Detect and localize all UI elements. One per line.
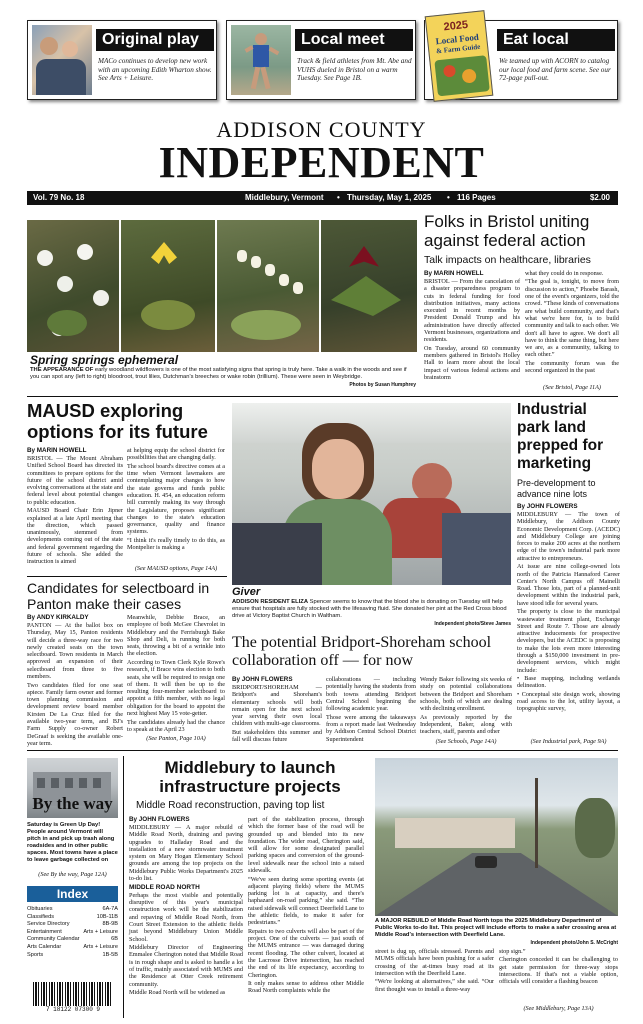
paragraph: “We're looking at alternatives,” she said. “Our first thought was to install a three-way [375, 978, 494, 993]
masthead-top: ADDISON COUNTY [216, 117, 427, 142]
folio-place: Middlebury, Vermont [245, 193, 324, 202]
divider [27, 396, 618, 397]
flower-photo-bloodroot [27, 220, 119, 352]
mausd-jump[interactable]: (See MAUSD options, Page 14A) [134, 565, 218, 572]
index-row[interactable] [27, 929, 118, 937]
teaser-eat-local[interactable] [424, 20, 618, 100]
paragraph: Meanwhile, Debbie Brace, an employee of both McGee Chevrolet in Middlebury and the Ferrisburgh Bake Shop and Deli, is running for both seats, throwing a bit of a wrinkle into the election. [127, 614, 225, 658]
paragraph: Middlebury Director of Engineering Emmalee Cherington noted that Middle Road is in rough shape and is asked to handle a lot of traffic, mainly associated with MUMS and the Residence at Otter Creek retirement community. [129, 944, 243, 988]
paragraph: On Tuesday, around 60 community members gathered in Bristol's Holley Hall to learn more about the local impact of various federal actions and brainstorm [424, 344, 520, 382]
food-guide-year: 2025 [443, 18, 469, 34]
paragraph: Cherington conceded it can be challenging to get state permission for three-way stops intersections. If that's not a viable option, officials will consider a flashing beacon [499, 956, 618, 986]
infra-subhead: MIDDLE ROAD NORTH [129, 883, 200, 891]
bristol-deck: Talk impacts on healthcare, libraries [424, 254, 591, 266]
paragraph: Wendy Baker following six weeks of study on potential collaborations between the Bridport and Shoreham schools, both of which are dealing with declining enrollment. [420, 676, 512, 713]
teaser-photo-runner [231, 25, 291, 95]
paragraph: “The goal is, tonight, to move from discussion to action,” Phoebe Barash, one of the event's organizers, told the crowd. “These kinds of conversations are what build community, and that's what we're here for, is to build community and talk to each other. We don't all have to agree. We don't all have to think the same thing, but here we are, as a community, talking to each other.” [525, 278, 619, 359]
paragraph: • Conceptual site design work, showing road access to the lot, utility layout, a topographic survey, [517, 690, 620, 713]
folio-price: $2.00 [589, 193, 610, 202]
teaser-title: Local meet [295, 29, 413, 51]
bridport-col2 [326, 676, 416, 744]
infra-headline: Middlebury to launch infrastructure projects [159, 758, 341, 796]
flower-photo-dutchmans-breeches [217, 220, 319, 352]
divider [27, 750, 618, 751]
paragraph: what they could do in response. [525, 270, 604, 277]
infra-deck: Middle Road reconstruction, paving top list [136, 800, 325, 811]
index-label: Classifieds [27, 913, 55, 920]
bridport-headline: The potential Bridport-Shoreham school collaboration off — for now [232, 634, 492, 669]
index-row[interactable] [27, 921, 118, 929]
paragraph: But stakeholders this summer and fall will discuss future [232, 728, 322, 744]
paragraph: part of the stabilization process, through which the former base of the road will be grounded up and blended into its new foundation. The wider road, Cherington said, will allow for some designated parallel parking spaces and conversion of the ground-level sidewalk near the school into a raised sidewalk. [248, 816, 364, 875]
paragraph: At issue are nine college-owned lots north of the Patricia Hannaford Career Center's North Campus off Mainelli Road. Those lots, part of a planned-unit development within the industrial park, have stood idle for several years. [517, 563, 620, 607]
infra-caption-lead: A MAJOR REBUILD of [375, 918, 436, 924]
paragraph: It only makes sense to address other Middle Road North complaints while the [248, 980, 364, 995]
bristol-headline: Folks in Bristol uniting against federal action [424, 212, 590, 250]
paragraph: Middle Road North will be widened as [129, 989, 226, 997]
folio-volume: Vol. 79 No. 18 [33, 193, 85, 202]
bristol-col2 [525, 270, 619, 376]
index-label: Community Calendar [27, 936, 80, 943]
flowers-caption-lead: THE APPEARANCE OF [30, 367, 94, 373]
giver-photo [232, 403, 511, 585]
paragraph: As previously reported by the Independent, Baker, along with teachers, staff, parents and other [420, 713, 512, 736]
by-the-way-text: Saturday is Green Up Day! People around Vermont will pitch in and pick up trash along roadsides and in other public spaces. Most towns have a place to leave garbage collected on [27, 822, 118, 863]
paragraph: The school board's directive comes at a time when Vermont lawmakers are contemplating major changes to how the state governs and funds public education. H. 454, an education reform bill currently making its way through the Legislature, proposes significant changes to the state's education governance, quality and finance systems. [127, 462, 225, 536]
infra-byline: By JOHN FLOWERS [129, 816, 190, 823]
teaser-text: Track & field athletes from Mt. Abe and VUHS dueled in Bristol on a warm Tuesday. See Page 1B. [297, 57, 412, 83]
divider [27, 576, 227, 577]
paragraph: MAUSD Board Chair Erin Jipner explained at a late April meeting that the direction, which passed unanimously, stemmed from developments coming out of the state and federal government regarding the future of schools. She added the instruction is aimed [27, 507, 123, 566]
giver-caption-text: Spencer seems to know that the blood she is donating on Tuesday will help ensure that hospitals are fully stocked with the lifesaving fluid. She donated her pint at the Red Cross blood drive at Victory Baptist Church in Waltham. [232, 599, 507, 619]
teaser-local-meet[interactable] [226, 20, 416, 100]
infra-col3 [375, 948, 494, 994]
infra-col4 [499, 948, 618, 987]
divider [123, 756, 124, 1018]
paragraph: stop sign.” [499, 948, 526, 955]
index-label: Arts Calendar [27, 943, 62, 950]
paragraph: BRISTOL — From the cancelation of a disaster preparedness program to cuts in federal funding for food distribution initiatives, many actions executed in recent months by President Donald Trump and his administration have directly affected Vermont businesses, organizations and residents. [424, 278, 520, 344]
index-row[interactable] [27, 906, 118, 914]
industrial-col [517, 511, 620, 714]
masthead-title: INDEPENDENT [158, 138, 485, 187]
paragraph: Two candidates filed for one seat apiece. Family farm owner and former town planning commission and development review board member Kirsten De La Cruz filed for the available two-year term, and BJ's Farm Supply co-owner Robert DeGraaf is seeking the available one-year term. [27, 681, 123, 747]
index-page: 1B-5B [102, 951, 118, 958]
paragraph: The candidates already had the chance to speak at the April 23 [127, 718, 225, 733]
infra-col1 [129, 824, 243, 998]
giver-credit: Independent photo/Steve James [434, 621, 511, 627]
paragraph: Repairs to two culverts will also be part of the project. One of the culverts — just south of the MUMS entrance — was damaged during recent flooding. The other culvert, located at the Lacrosse Drive intersection, has reached the end of its life expectancy, according to Cherington. [248, 927, 364, 979]
teaser-original-play[interactable] [27, 20, 217, 100]
index-page: Arts + Leisure [83, 943, 118, 950]
paragraph: BRISTOL — The Mount Abraham Unified School Board has directed its committees to prepare options for the future of the school district amid evolving conversations at the state and federal level about potential changes to public education. [27, 455, 123, 506]
bridport-byline: By JOHN FLOWERS [232, 676, 293, 683]
paragraph: MIDDLEBURY — The town of Middlebury, the Addison County Economic Development Corp. (ACEDC) and Middlebury College are joining forces to make 200 acres at the northern edge of the town's industrial park more attractive to entrepreneurs. [517, 511, 620, 562]
industrial-jump[interactable]: (See Industrial park, Page 9A) [530, 738, 607, 745]
paragraph: BRIDPORT/SHOREHAM — Bridport's and Shoreham's elementary schools will both remain open for the next school year serving their own local children with multi-age classrooms. [232, 684, 322, 728]
paragraph: collaborations — including potentially having the students from both towns attending Bridport Central School beginning the following academic year. [326, 676, 416, 713]
paragraph: The property is close to the municipal wastewater treatment plant, Exchange Street and Route 7. Those are already attractive inducements for prospective developers, but the ACEDC is proposing to make the lots even more interesting through a $150,000 investment in pre-development services, which might include: [517, 608, 620, 674]
flower-photo-trillium [321, 220, 417, 352]
by-the-way-jump[interactable]: (See By the way, Page 12A) [38, 871, 107, 878]
teaser-text: MACo continues to develop new work with an upcoming Edith Wharton show. See Arts + Leisure. [98, 57, 212, 83]
index-label: Obituaries [27, 906, 53, 912]
flowers-caption-text: early woodland wildflowers is one of the most satisfying signs that spring is truly here. Take a walk in the woods and see if you can spot any (left to right) bloodroot, trout lilies, Dutchman's breeches or wake robin (trillium). These were seen in Weybridge. [30, 367, 407, 380]
food-guide-line2: & Farm Guide [435, 42, 481, 56]
teaser-title: Eat local [497, 29, 615, 51]
paragraph: PANTON — At the ballot box on Thursday, May 15, Panton residents will decide a three-way race for two newly created seats on the town selectboard. Town residents in March approved an expansion of their selectboard from three to five members. [27, 622, 123, 681]
paragraph: Perhaps the most visible and potentially disruptive of this year's municipal construction work will be the stabilization and repaving of Middle Road North, from Court Street Extension to the athletic fields just beyond Middlebury Union Middle School. [129, 891, 243, 943]
index-label: Service Directory [27, 921, 70, 928]
panton-headline: Candidates for selectboard in Panton make their cases [27, 580, 210, 612]
index-page: 8B-9B [102, 921, 118, 928]
panton-col1 [27, 622, 123, 748]
panton-byline: By ANDY KIRKALDY [27, 614, 89, 621]
folio-bar: Vol. 79 No. 18 Middlebury, Vermont • Thursday, May 1, 2025 • 116 Pages $2.00 [27, 191, 618, 205]
barcode [29, 980, 117, 1014]
index-box [27, 886, 118, 976]
index-label: Entertainment [27, 928, 62, 935]
infra-caption [375, 918, 618, 939]
teaser-title: Original play [96, 29, 214, 51]
infra-credit: Independent photo/John S. McCright [530, 940, 618, 946]
index-row[interactable] [27, 936, 118, 944]
infra-jump[interactable]: (See Middlebury, Page 13A) [523, 1005, 594, 1012]
flower-photo-trout-lily [121, 220, 215, 352]
panton-jump[interactable]: (See Panton, Page 10A) [146, 735, 206, 742]
bristol-jump[interactable]: (See Bristol, Page 11A) [543, 384, 601, 391]
giver-caption-lead: ADDISON RESIDENT ELIZA [232, 599, 309, 605]
middle-road-photo [375, 758, 618, 916]
paragraph: “I think it's really timely to do this, as Montpelier is making a [127, 536, 225, 552]
paragraph: According to Town Clerk Kyle Rowe's research, if Brace wins election to both seats, she will be required to resign one of them. It will then be up to the resulting four-member selectboard to appoint a fifth member, with no legal obligation for the board to appoint the next highest May 15 vote-getter. [127, 658, 225, 718]
index-title: Index [27, 886, 118, 902]
infra-col2 [248, 816, 364, 996]
paragraph: Those were among the takeaways from a report made last Wednesday by Addison Central School District Superintendent [326, 713, 416, 743]
mausd-col1 [27, 455, 123, 567]
mausd-col2 [127, 447, 225, 553]
mausd-headline: MAUSD exploring options for its future [27, 400, 208, 442]
index-page: 10B-11B [96, 913, 118, 920]
paragraph: street is dug up, officials stressed. Parents and MUMS officials have been pushing for a safer crossing of the at-times busy road at its intersection with the Deerfield Lane. [375, 948, 494, 977]
paragraph: The community forum was the second organized in the past [525, 359, 619, 375]
giver-caption [232, 599, 511, 620]
food-guide-cover [425, 10, 494, 102]
industrial-byline: By JOHN FLOWERS [517, 503, 578, 510]
barcode-digits: 7 18122 07300 9 [45, 1006, 100, 1013]
bristol-byline: By MARIN HOWELL [424, 270, 484, 277]
flowers-credit: Photos by Susan Humphrey [349, 382, 416, 388]
index-row[interactable] [27, 914, 118, 922]
bridport-jump[interactable]: (See Schools, Page 14A) [435, 738, 497, 745]
bridport-col3 [420, 676, 512, 737]
panton-col2 [127, 614, 225, 734]
industrial-deck: Pre-development to advance nine lots [517, 478, 596, 499]
index-list [27, 906, 118, 959]
index-row[interactable] [27, 944, 118, 952]
giver-caption-title: Giver [232, 586, 261, 598]
infra-caption-text: Middle Road North tops the 2025 Middlebury Department of Public Works to-do list. This project will include efforts to make a safer crossing area at Middle Road's intersection with Deerfield Lane. [375, 918, 617, 938]
paragraph: “We've seen during some sporting events (at adjacent playing fields) where the MUMS parking lot is at capacity, and there's haphazard on-road parking,” she said. “The raised sidewalk will connect Deerfield Lane to the athletic fields, to make it safer for pedestrians.” [248, 875, 364, 927]
index-page: 6B [111, 936, 118, 943]
teaser-photo-actors [32, 25, 92, 95]
bridport-col1 [232, 684, 322, 745]
food-guide-line1: Local Food [435, 31, 480, 47]
folio-pages: 116 Pages [457, 193, 496, 202]
mausd-byline: By MARIN HOWELL [27, 447, 87, 454]
paragraph: at helping equip the school district for possibilities that are changing daily. [127, 447, 225, 462]
index-row[interactable] [27, 952, 118, 960]
teaser-text: We teamed up with ACORN to catalog our local food and farm scene. See our 72-page pull-out. [499, 57, 611, 83]
bristol-col1 [424, 278, 520, 383]
index-page: 6A-7A [102, 906, 118, 912]
barcode-bars [33, 982, 113, 1006]
paragraph: MIDDLEBURY — A major rebuild of Middle Road North, draining and paving upgrades to Halladay Road and the installation of a new stormwater treatment system on Mary Hogan Elementary School grounds are among the top projects on the Middlebury Public Works Department's 2025 to-do list. [129, 824, 243, 883]
index-label: Sports [27, 951, 44, 958]
paragraph: • Base mapping, including wetlands delineation. [517, 675, 620, 690]
by-the-way-box [27, 758, 118, 880]
industrial-headline: Industrial park land prepped for marketing [517, 401, 604, 472]
index-page: Arts + Leisure [83, 928, 118, 935]
folio-date: Thursday, May 1, 2025 [347, 193, 432, 202]
flowers-caption [30, 367, 416, 381]
by-the-way-title: By the way [32, 794, 113, 813]
flowers-caption-title: Spring springs ephemeral [30, 353, 179, 367]
